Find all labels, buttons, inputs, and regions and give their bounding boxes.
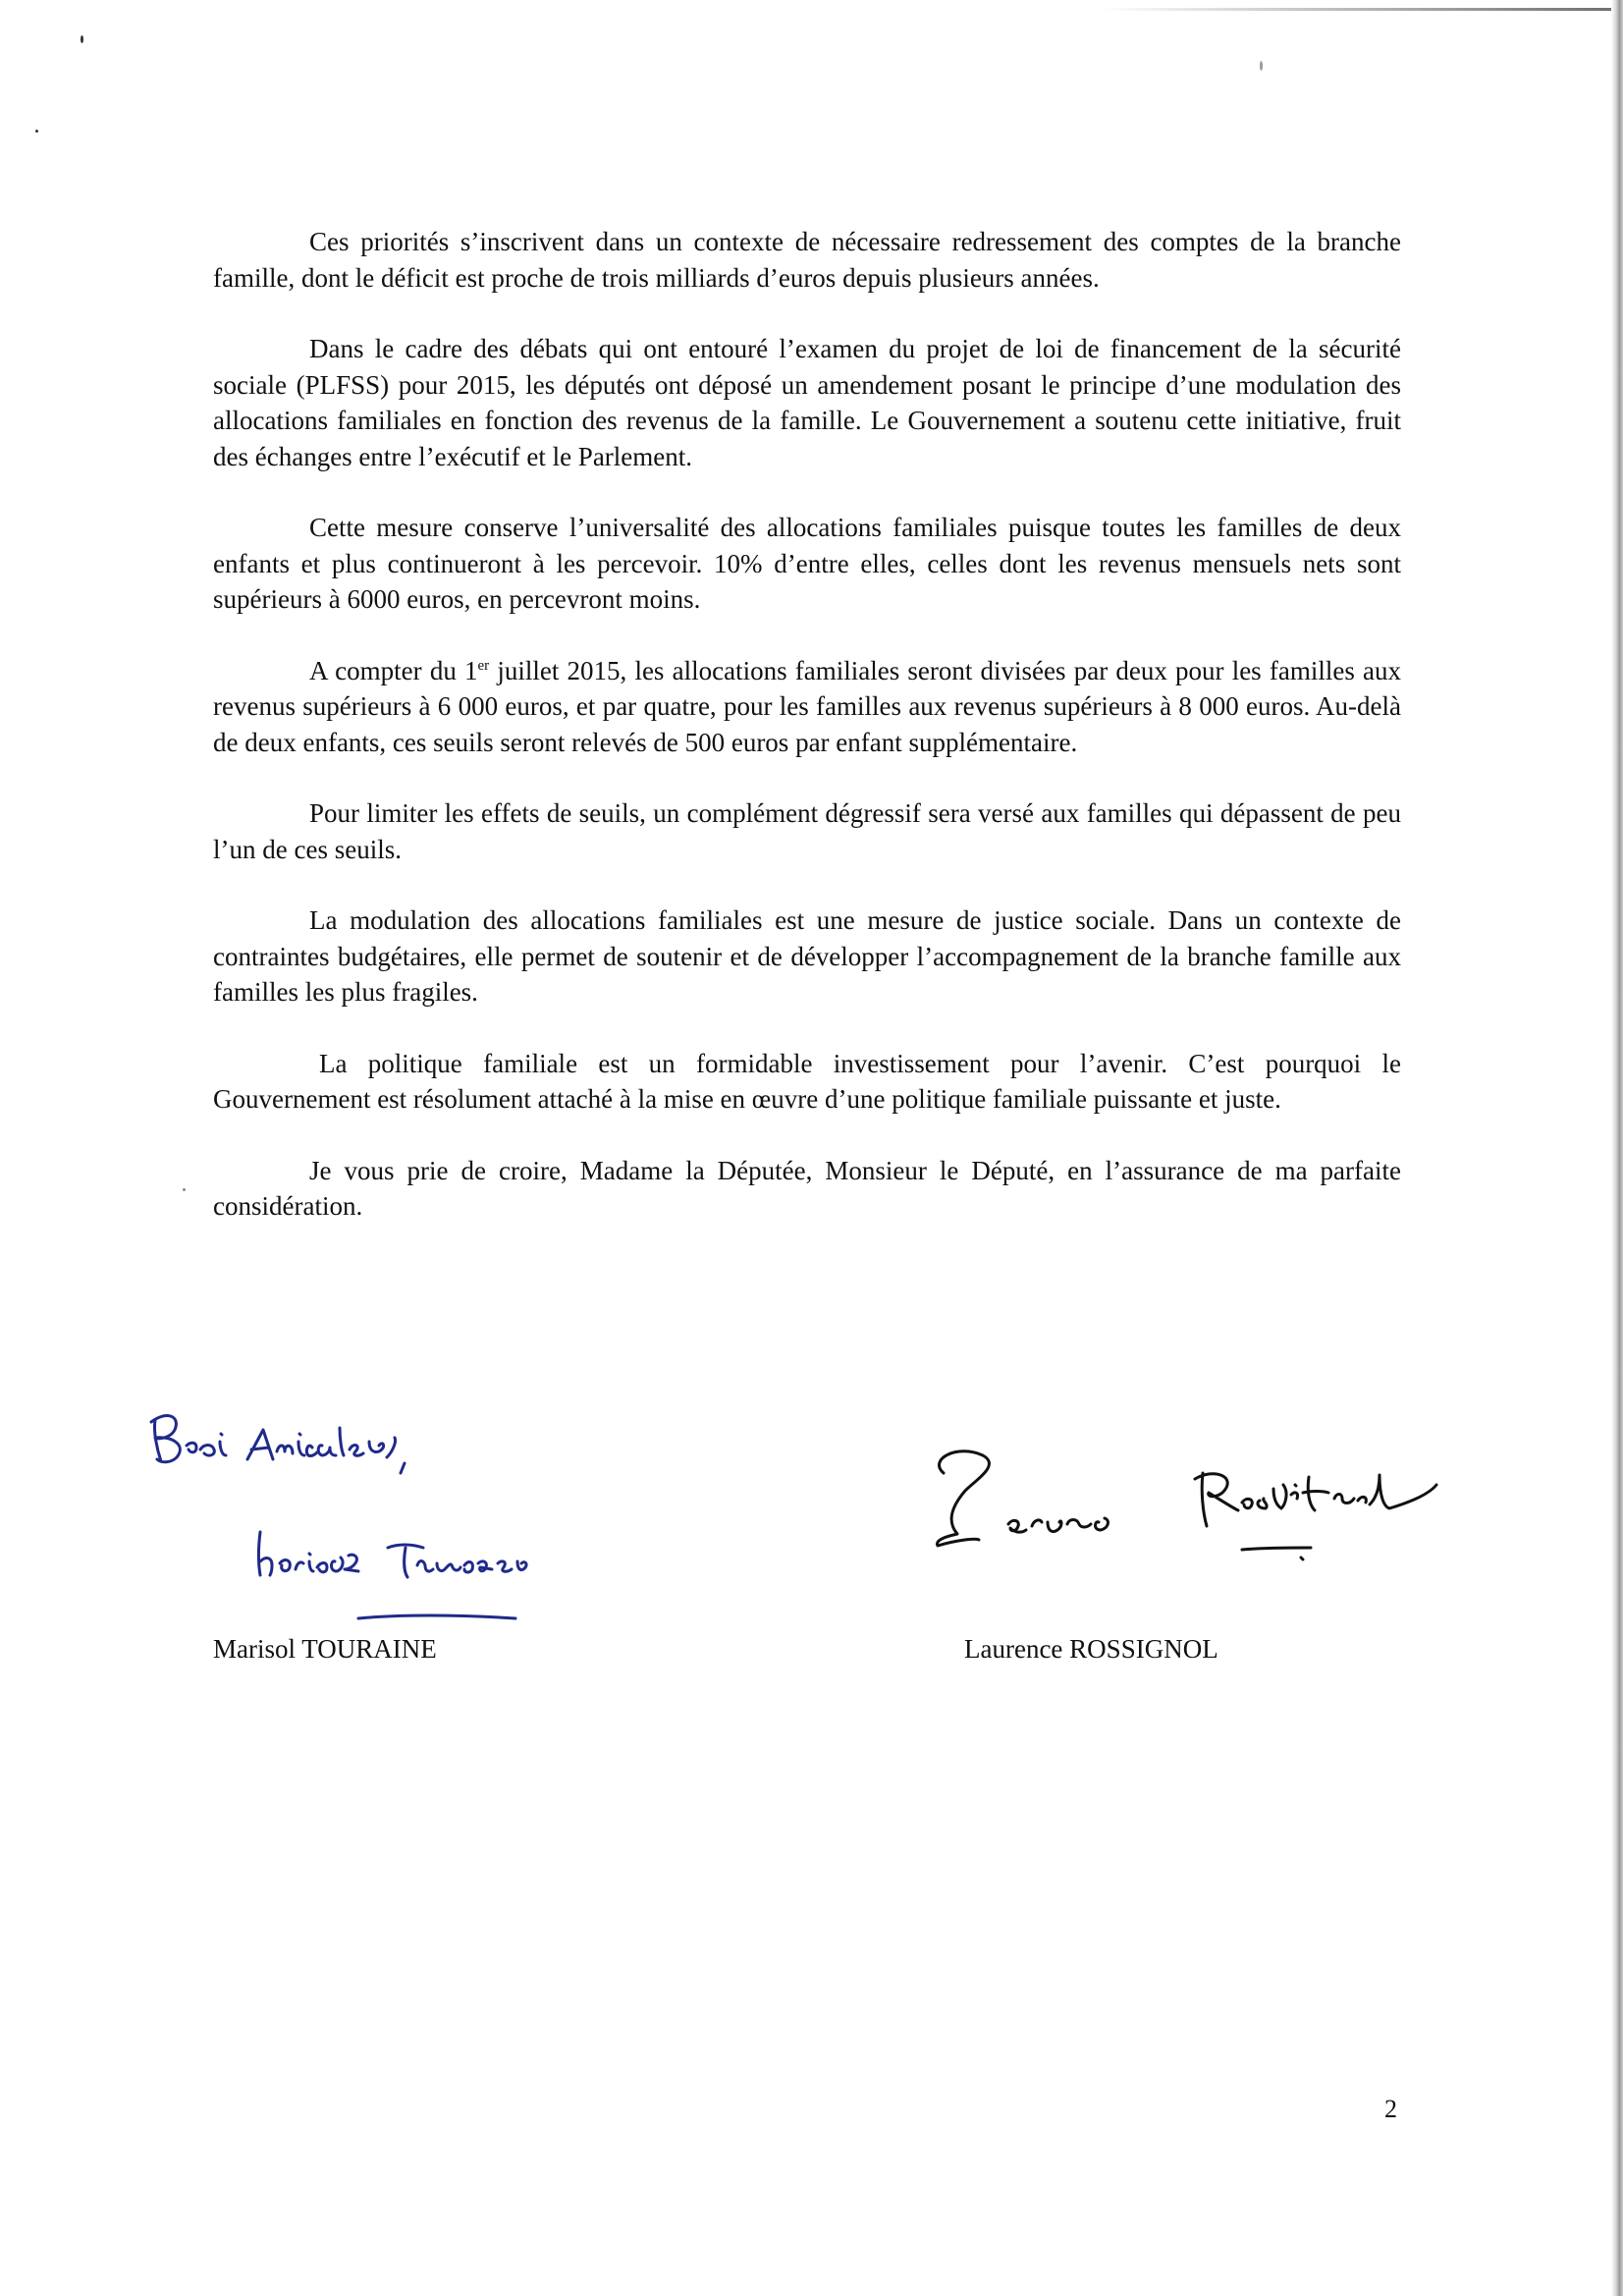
signer-name-touraine: Marisol TOURAINE — [213, 1634, 437, 1664]
letter-body — [213, 224, 1401, 1260]
ordinal-superscript: er — [477, 657, 490, 674]
signature-touraine-drawing — [250, 1520, 663, 1628]
paragraph-thresholds: Pour limiter les effets de seuils, un complément dégressif sera versé aux familles qui dépassent de peu l’un de ces seuils. — [213, 798, 1401, 864]
scan-speck — [1260, 61, 1263, 71]
paragraph-family-policy: La politique familiale est un formidable investissement pour l’avenir. C’est pourquoi le Gouvernement est résolument attaché à la mise en œuvre d’une politique familiale puissante et juste. — [213, 1048, 1401, 1114]
scan-speck — [81, 35, 83, 43]
paragraph-social-justice: La modulation des allocations familiales est une mesure de justice sociale. Dans un contexte de contraintes budgétaires, elle permet de soutenir et de développer l’accompagnement de la branche famille aux familles les plus fragiles. — [213, 905, 1401, 1007]
page-number: 2 — [1384, 2095, 1397, 2123]
signature-touraine — [250, 1520, 663, 1628]
paragraph-july-2015-rest: juillet 2015, les allocations familiales seront divisées par deux pour les familles aux revenus supérieurs à 6 000 euros, et par quatre, pour les familles aux revenus supérieurs à 8 000 euros. Au-delà de deux enfants, ces seuils seront relevés de 500 euros par enfant supplémentaire. — [213, 655, 1401, 757]
signer-name-rossignol: Laurence ROSSIGNOL — [964, 1634, 1218, 1664]
paragraph-priorities: Ces priorités s’inscrivent dans un contexte de nécessaire redressement des comptes de la branche famille, dont le déficit est proche de trois milliards d’euros depuis plusieurs années. — [213, 227, 1401, 293]
paragraph-universality: Cette mesure conserve l’universalité des allocations familiales puisque toutes les familles de deux enfants et plus continueront à les percevoir. 10% d’entre elles, celles dont les revenus mensuels nets sont supérieurs à 6000 euros, en percevront moins. — [213, 513, 1401, 614]
paragraph-july-2015 — [213, 653, 1401, 761]
scan-top-border — [1101, 8, 1611, 11]
handwritten-greeting — [147, 1402, 560, 1491]
handwritten-greeting-drawing — [147, 1402, 560, 1491]
paragraph-closing: Je vous prie de croire, Madame la Députée, Monsieur le Député, en l’assurance de ma parfaite considération. — [213, 1155, 1401, 1221]
scan-page-edge — [1611, 0, 1623, 2296]
signature-rossignol — [918, 1444, 1468, 1581]
signature-rossignol-drawing — [918, 1444, 1468, 1581]
paragraph-plfss-debates: Dans le cadre des débats qui ont entouré l’examen du projet de loi de financement de la sécurité sociale (PLFSS) pour 2015, les députés ont déposé un amendement posant le principe d’une modulation des allocations familiales en fonction des revenus de la famille. Le Gouvernement a soutenu cette initiative, fruit des échanges entre l’exécutif et le Parlement. — [213, 334, 1401, 471]
scan-speck — [183, 1188, 186, 1191]
scan-speck — [35, 130, 38, 133]
paragraph-july-2015-start: A compter du 1 — [309, 655, 478, 685]
